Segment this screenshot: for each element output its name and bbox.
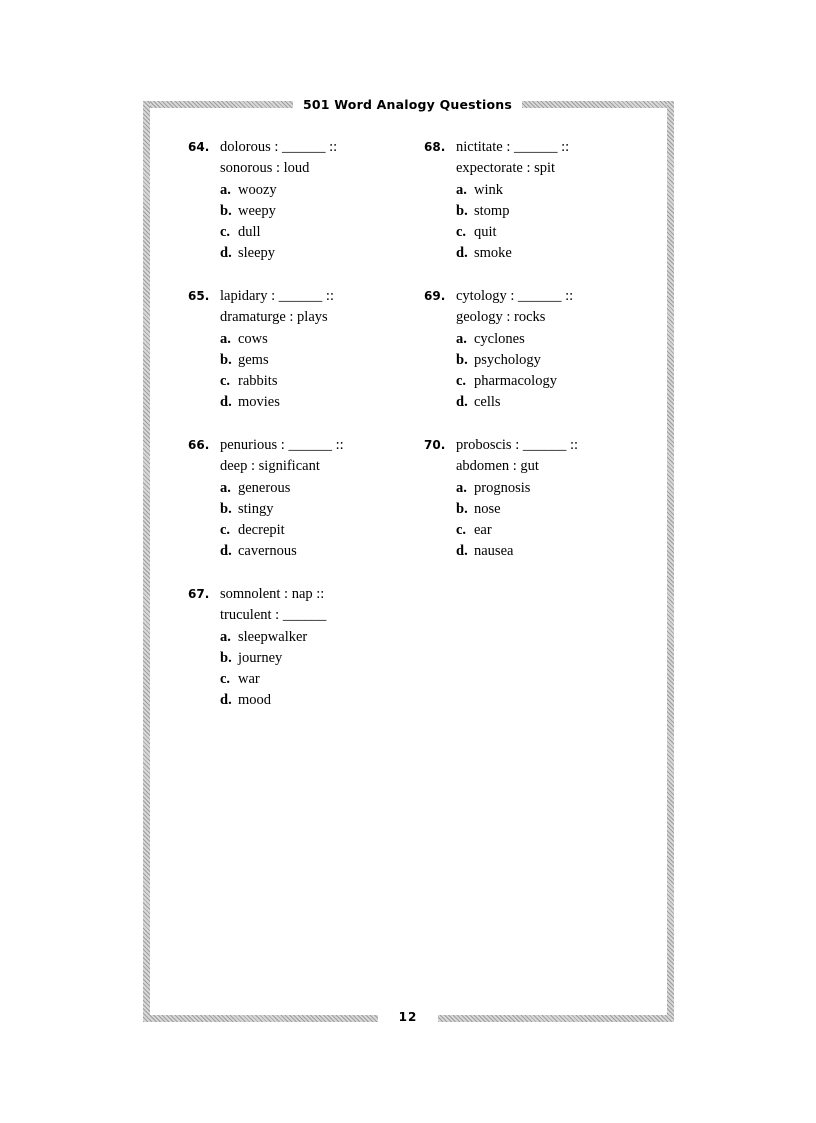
option-text: cyclones <box>474 330 525 347</box>
option-text: smoke <box>474 245 512 262</box>
option-text: generous <box>238 479 291 496</box>
answer-option-c <box>456 371 624 392</box>
question-number: 68. <box>424 140 446 154</box>
option-letter: b. <box>456 202 468 219</box>
analogy-stem-line1: somnolent : nap :: <box>220 586 325 602</box>
option-text: movies <box>238 394 280 411</box>
answer-option-b <box>220 350 388 371</box>
question-70 <box>424 435 624 563</box>
analogy-stem-line1: lapidary : ______ :: <box>220 288 334 304</box>
option-letter: b. <box>220 500 232 517</box>
answer-option-a <box>220 627 388 648</box>
option-letter: c. <box>220 522 231 539</box>
option-letter: d. <box>456 394 468 411</box>
answer-option-b <box>456 201 624 222</box>
answer-option-d <box>220 690 388 711</box>
analogy-stem-line2: sonorous : loud <box>220 160 310 177</box>
option-text: nose <box>474 500 501 517</box>
analogy-stem-line2: dramaturge : plays <box>220 309 328 326</box>
answer-option-d <box>456 243 624 264</box>
answer-option-c <box>220 371 388 392</box>
analogy-stem-line1: cytology : ______ :: <box>456 288 574 304</box>
answer-option-a <box>456 180 624 201</box>
answer-option-b <box>456 350 624 371</box>
option-text: weepy <box>238 202 276 219</box>
option-text: woozy <box>238 181 277 198</box>
option-text: psychology <box>474 351 541 368</box>
option-text: mood <box>238 692 272 709</box>
option-letter: c. <box>456 522 467 539</box>
option-letter: b. <box>220 649 232 666</box>
question-69 <box>424 286 624 414</box>
answer-option-a <box>456 329 624 350</box>
option-text: cells <box>474 394 501 411</box>
option-letter: c. <box>456 373 467 390</box>
question-number: 66. <box>188 438 210 452</box>
option-letter: b. <box>456 351 468 368</box>
option-text: cavernous <box>238 543 297 560</box>
answer-option-c <box>220 520 388 541</box>
question-66 <box>188 435 388 563</box>
question-number: 69. <box>424 289 446 303</box>
option-letter: a. <box>456 330 467 347</box>
option-letter: b. <box>220 351 232 368</box>
header-rule-right <box>522 101 674 108</box>
option-letter: d. <box>220 543 232 560</box>
option-letter: a. <box>220 479 231 496</box>
question-64 <box>188 137 388 265</box>
answer-option-b <box>220 648 388 669</box>
analogy-stem-line2: abdomen : gut <box>456 458 539 475</box>
answer-option-a <box>220 329 388 350</box>
question-67 <box>188 584 388 712</box>
option-letter: d. <box>220 245 232 262</box>
option-text: rabbits <box>238 373 278 390</box>
answer-option-b <box>220 499 388 520</box>
answer-option-d <box>220 243 388 264</box>
question-number: 67. <box>188 587 210 601</box>
option-letter: a. <box>220 330 231 347</box>
answer-option-d <box>456 392 624 413</box>
option-letter: b. <box>456 500 468 517</box>
option-text: stomp <box>474 202 510 219</box>
option-text: quit <box>474 224 497 241</box>
option-text: stingy <box>238 500 274 517</box>
page-number: 12 <box>398 1010 418 1024</box>
answer-option-d <box>220 541 388 562</box>
option-text: war <box>238 671 260 688</box>
option-letter: a. <box>456 181 467 198</box>
analogy-stem-line2: geology : rocks <box>456 309 546 326</box>
footer-rule-left <box>143 1015 378 1022</box>
option-text: ear <box>474 522 492 539</box>
option-letter: c. <box>456 224 467 241</box>
option-letter: b. <box>220 202 232 219</box>
option-text: pharmacology <box>474 373 557 390</box>
answer-option-b <box>456 499 624 520</box>
option-text: prognosis <box>474 479 531 496</box>
option-letter: c. <box>220 224 231 241</box>
answer-option-c <box>220 222 388 243</box>
question-65 <box>188 286 388 414</box>
analogy-stem-line1: nictitate : ______ :: <box>456 139 570 155</box>
option-text: decrepit <box>238 522 285 539</box>
question-68 <box>424 137 624 265</box>
footer-rule-right <box>438 1015 674 1022</box>
running-header-title: 501 Word Analogy Questions <box>303 97 512 112</box>
option-text: wink <box>474 181 503 198</box>
option-letter: d. <box>220 692 232 709</box>
option-text: cows <box>238 330 268 347</box>
answer-option-c <box>220 669 388 690</box>
frame-left-border <box>143 101 150 1022</box>
analogy-stem-line1: dolorous : ______ :: <box>220 139 338 155</box>
question-number: 70. <box>424 438 446 452</box>
option-text: sleepwalker <box>238 628 308 645</box>
analogy-stem-line2: expectorate : spit <box>456 160 556 177</box>
answer-option-c <box>456 520 624 541</box>
analogy-stem-line2: truculent : ______ <box>220 607 327 624</box>
option-text: gems <box>238 351 269 368</box>
header-rule-left <box>143 101 293 108</box>
answer-option-d <box>220 392 388 413</box>
answer-option-d <box>456 541 624 562</box>
option-letter: c. <box>220 373 231 390</box>
option-letter: a. <box>220 181 231 198</box>
answer-option-c <box>456 222 624 243</box>
answer-option-a <box>220 478 388 499</box>
option-letter: d. <box>456 543 468 560</box>
analogy-stem-line1: penurious : ______ :: <box>220 437 344 453</box>
option-text: dull <box>238 224 261 241</box>
question-number: 65. <box>188 289 210 303</box>
option-letter: a. <box>220 628 231 645</box>
analogy-stem-line1: proboscis : ______ :: <box>456 437 579 453</box>
question-number: 64. <box>188 140 210 154</box>
answer-option-b <box>220 201 388 222</box>
answer-option-a <box>220 180 388 201</box>
option-letter: d. <box>220 394 232 411</box>
option-letter: a. <box>456 479 467 496</box>
frame-right-border <box>667 101 674 1022</box>
option-text: sleepy <box>238 245 276 262</box>
analogy-stem-line2: deep : significant <box>220 458 320 475</box>
answer-option-a <box>456 478 624 499</box>
option-text: journey <box>238 649 283 666</box>
option-text: nausea <box>474 543 514 560</box>
option-letter: c. <box>220 671 231 688</box>
option-letter: d. <box>456 245 468 262</box>
